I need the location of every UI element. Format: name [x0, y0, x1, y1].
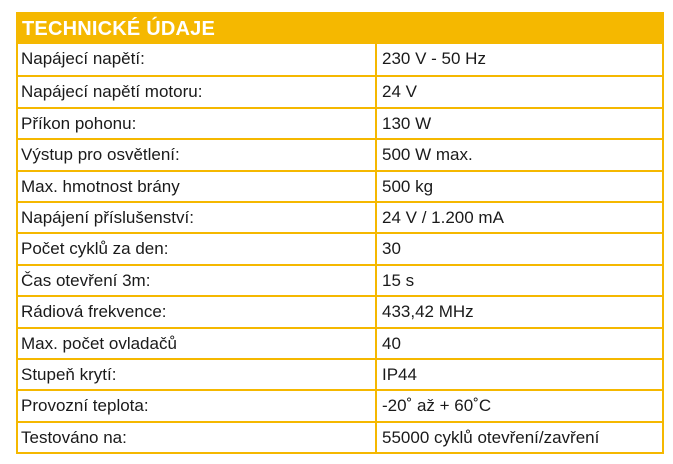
spec-label: Napájecí napětí: [18, 44, 377, 75]
spec-value: 500 kg [382, 176, 434, 196]
table-row [18, 107, 662, 138]
spec-value: IP44 [382, 364, 417, 384]
table-row [18, 421, 662, 452]
spec-label: Max. hmotnost brány [18, 172, 377, 201]
spec-value: 130 W [382, 113, 432, 133]
table-row [18, 44, 662, 75]
spec-value: 230 V - 50 Hz [382, 49, 486, 68]
table-row [18, 327, 662, 358]
spec-label: Provozní teplota: [18, 391, 377, 420]
technical-specs-table [16, 12, 664, 454]
spec-value: 433,42 MHz [382, 302, 474, 322]
spec-label: Testováno na: [18, 423, 377, 452]
table-row [18, 201, 662, 232]
table-row [18, 170, 662, 201]
table-row [18, 295, 662, 326]
spec-value: 15 s [382, 270, 415, 290]
spec-value: 30 [382, 239, 401, 259]
spec-value: 500 W max. [382, 145, 473, 165]
spec-value: 24 V / 1.200 mA [382, 207, 504, 227]
spec-value: -20˚ až + 60˚C [382, 396, 492, 416]
spec-label: Rádiová frekvence: [18, 297, 377, 326]
spec-label: Počet cyklů za den: [18, 234, 377, 263]
table-row [18, 389, 662, 420]
spec-label: Příkon pohonu: [18, 109, 377, 138]
spec-label: Čas otevření 3m: [18, 266, 377, 295]
table-row [18, 232, 662, 263]
spec-label: Napájení příslušenství: [18, 203, 377, 232]
spec-label: Napájecí napětí motoru: [18, 77, 377, 106]
spec-label: Výstup pro osvětlení: [18, 140, 377, 169]
spec-value: 55000 cyklů otevření/zavření [382, 427, 600, 447]
spec-label: Stupeň krytí: [18, 360, 377, 389]
table-row [18, 138, 662, 169]
table-header-title: TECHNICKÉ ÚDAJE [18, 14, 662, 44]
table-row [18, 75, 662, 106]
table-body [18, 44, 662, 452]
spec-value: 24 V [382, 82, 417, 102]
spec-value: 40 [382, 333, 401, 353]
table-row [18, 264, 662, 295]
spec-label: Max. počet ovladačů [18, 329, 377, 358]
table-row [18, 358, 662, 389]
